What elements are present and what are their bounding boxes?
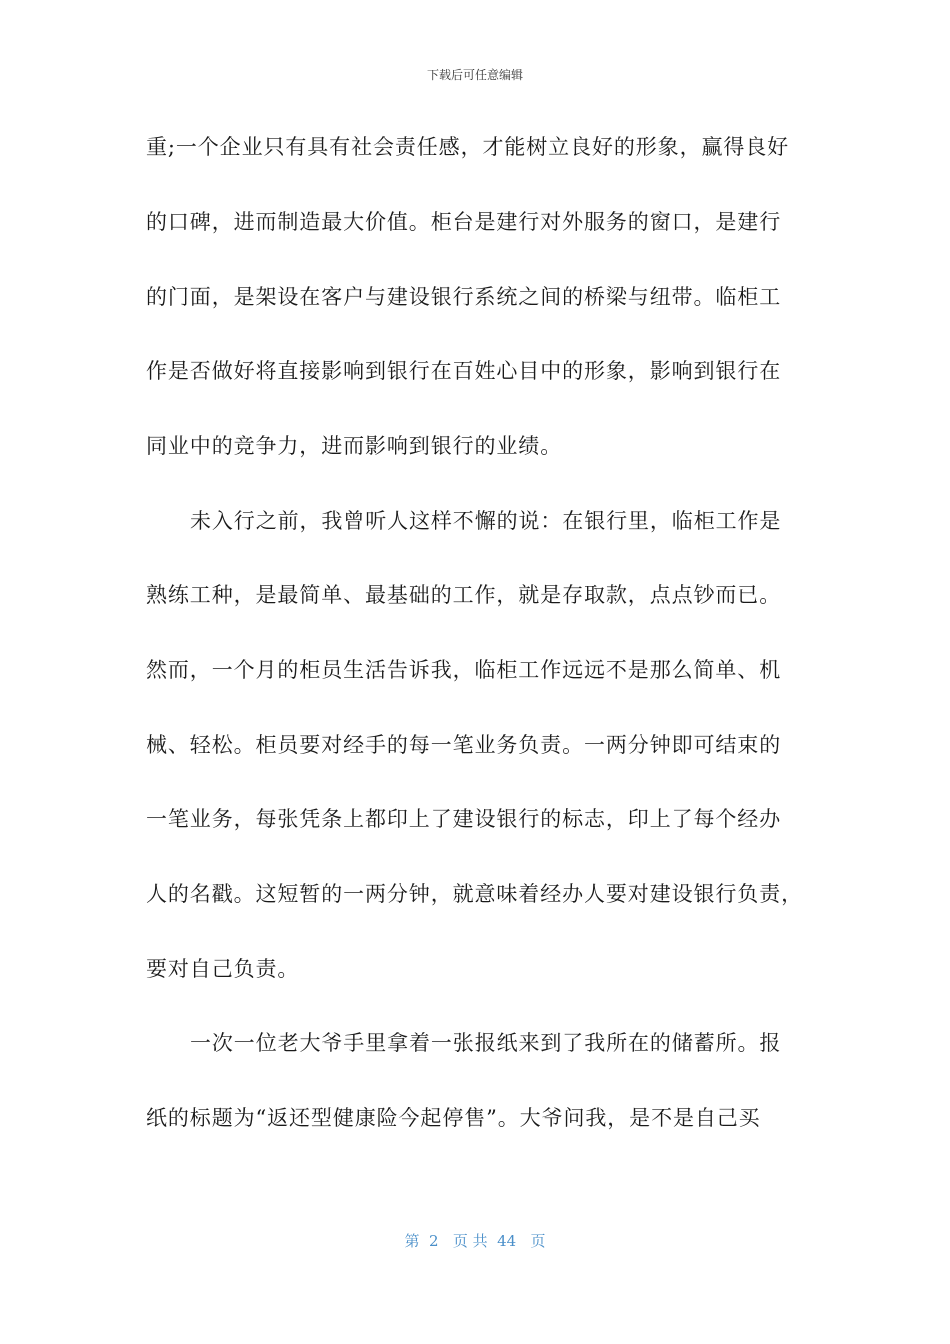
body-text-line: 熟练工种，是最简单、最基础的工作，就是存取款，点点钞而已。 — [146, 583, 782, 607]
page-header: 下载后可任意编辑 — [426, 68, 523, 82]
body-text-line: 同业中的竞争力，进而影响到银行的业绩。 — [146, 434, 563, 458]
body-text-line: 械、轻松。柜员要对经手的每一笔业务负责。一两分钟即可结束的 — [146, 733, 782, 757]
body-text-line: 的口碑，进而制造最大价值。柜台是建行对外服务的窗口，是建行 — [146, 210, 782, 234]
body-text-line: 然而，一个月的柜员生活告诉我，临柜工作远远不是那么简单、机 — [146, 658, 782, 682]
body-text-line: 纸的标题为“返还型健康险今起停售”。大爷问我，是不是自己买 — [146, 1106, 761, 1130]
body-text-line: 人的名戳。这短暂的一两分钟，就意味着经办人要对建设银行负责， — [146, 882, 803, 906]
body-text-line: 重;一个企业只有具有社会责任感，才能树立良好的形象，赢得良好 — [146, 135, 790, 159]
paragraph-first-line: 未入行之前，我曾听人这样不懈的说：在银行里，临柜工作是 — [190, 509, 782, 533]
body-text-line: 的门面，是架设在客户与建设银行系统之间的桥梁与纽带。临柜工 — [146, 285, 782, 309]
page-number-footer: 第 2 页 共 44 页 — [404, 1232, 546, 1250]
body-text-line: 作是否做好将直接影响到银行在百姓心目中的形象，影响到银行在 — [146, 359, 782, 383]
body-text-line: 要对自己负责。 — [146, 957, 300, 981]
paragraph-first-line: 一次一位老大爷手里拿着一张报纸来到了我所在的储蓄所。报 — [190, 1031, 782, 1055]
body-text-line: 一笔业务，每张凭条上都印上了建设银行的标志，印上了每个经办 — [146, 807, 782, 831]
